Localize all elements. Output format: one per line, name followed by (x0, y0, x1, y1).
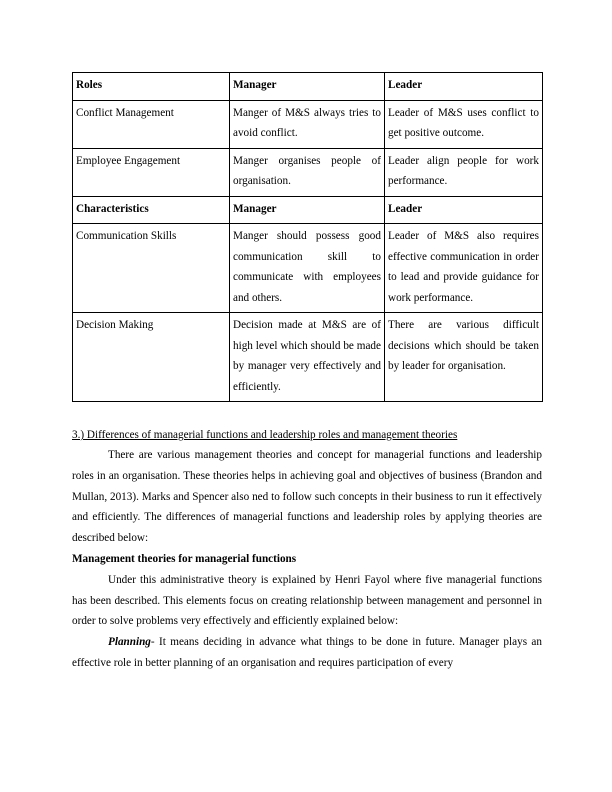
table-cell: Conflict Management (73, 100, 230, 148)
table-cell: There are various difficult decisions which should be taken by leader for organisation. (385, 313, 543, 402)
table-row (73, 313, 543, 402)
table-row (73, 100, 543, 148)
table-cell: Decision made at M&S are of high level which should be made by manager very effectively and efficiently. (230, 313, 385, 402)
subheading: Management theories for managerial functions (72, 552, 297, 565)
body-paragraph: Under this administrative theory is explained by Henri Fayol where five managerial functions has been described. This elements focus on creating relationship between management and personnel in order to solve problems very effectively and efficiently explained below: (72, 573, 542, 628)
table-cell: Communication Skills (73, 224, 230, 313)
table-cell: Leader of M&S also requires effective communication in order to lead and provide guidance for work performance. (385, 224, 543, 313)
table-cell: Decision Making (73, 313, 230, 402)
table-cell: Manger of M&S always tries to avoid conflict. (230, 100, 385, 148)
body-paragraph: There are various management theories and concept for managerial functions and leadership roles in an organisation. These theories helps in achieving goal and objectives of business (Brandon and Mullan, 2013). Marks and Spencer also ned to follow such concepts in their business to run it effectively and efficiently. The differences of managerial functions and leadership roles by applying theories are described below: (72, 449, 542, 545)
manager-leader-table (72, 72, 543, 402)
header-cell: Leader (385, 196, 543, 224)
document-page (72, 72, 542, 674)
table-header-row (73, 196, 543, 224)
section-heading: 3.) Differences of managerial functions and leadership roles and management theories (72, 429, 458, 441)
term-planning: Planning (108, 636, 151, 649)
table-row (73, 148, 543, 196)
table-cell: Manger should possess good communication skill to communicate with employees and others. (230, 224, 385, 313)
table-row (73, 224, 543, 313)
header-cell: Roles (73, 73, 230, 101)
header-cell: Manager (230, 73, 385, 101)
header-cell: Characteristics (73, 196, 230, 224)
body-paragraph (72, 632, 542, 674)
header-cell: Manager (230, 196, 385, 224)
term-description: - It means deciding in advance what things to be done in future. Manager plays an effective role in better planning of an organisation and requires participation of every (72, 636, 542, 669)
table-cell: Leader of M&S uses conflict to get positive outcome. (385, 100, 543, 148)
header-cell: Leader (385, 73, 543, 101)
table-header-row (73, 73, 543, 101)
table-cell: Leader align people for work performance. (385, 148, 543, 196)
table-cell: Manger organises people of organisation. (230, 148, 385, 196)
table-cell: Employee Engagement (73, 148, 230, 196)
